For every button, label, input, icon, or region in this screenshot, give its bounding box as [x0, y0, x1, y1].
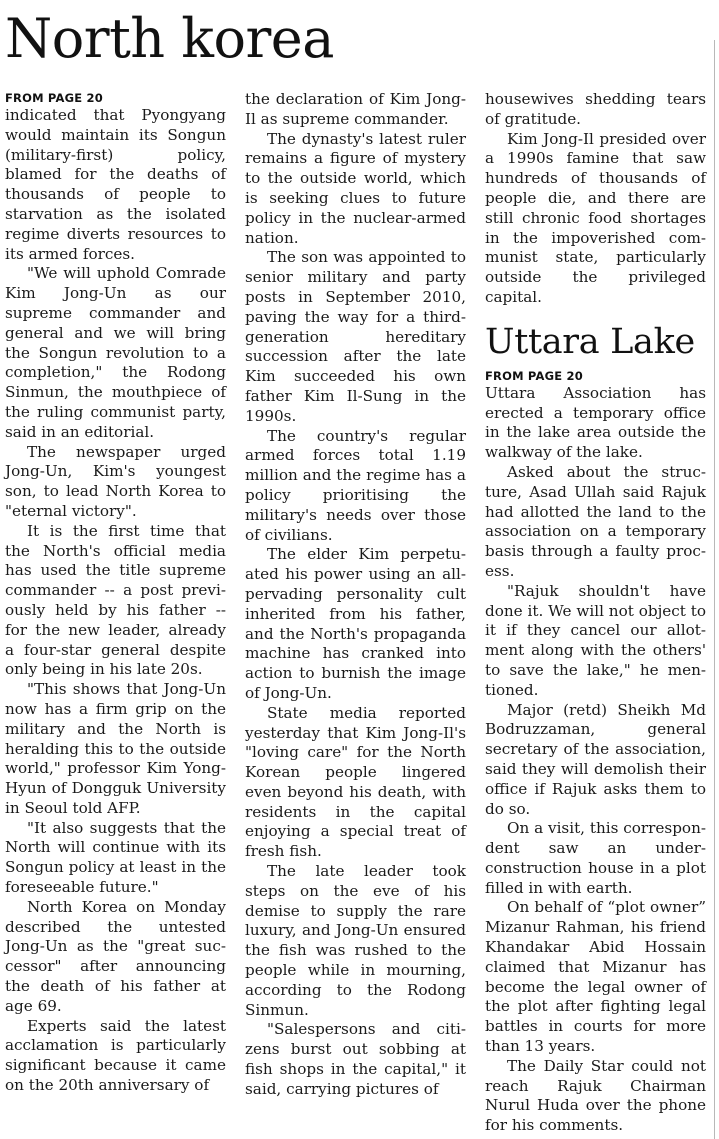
article-paragraph: The dynasty's latest ruler remains a figure of mystery to the outside world, which is seeking clues to future policy in the nuclear-armed nation.	[245, 129, 466, 247]
article-paragraph: North Korea on Monday described the untested Jong-Un as the "great successor" after announcing the death of his father at age 69.	[5, 897, 226, 1015]
article-paragraph: "We will uphold Comrade Kim Jong-Un as our supreme commander and general and we will bring the Songun revolution to a completion," the Rodong Sinmun, the mouthpiece of the ruling communist party, said in an editorial.	[5, 264, 226, 441]
article-paragraph: "This shows that Jong-Un now has a firm grip on the military and the North is heralding this to the outside world," professor Kim Yong-Hyun of Dongguk University in Seoul told AFP.	[5, 680, 226, 817]
article-paragraph: The newspaper urged Jong-Un, Kim's youngest son, to lead North Korea to "eternal victory".	[5, 442, 226, 520]
column-3	[485, 90, 706, 1136]
article-paragraph: On behalf of “plot owner” Mizanur Rahman, his friend Khandakar Abid Hossain claimed that Mizanur has become the legal owner of the plot after fighting legal battles in courts for more than 13 years.	[485, 898, 706, 1056]
article-paragraph: The Daily Star could not reach Rajuk Chairman Nurul Huda over the phone for his comments.	[485, 1056, 706, 1135]
headline-north-korea: North korea	[5, 7, 334, 70]
article-paragraph: indicated that Pyongyang would maintain its Songun (military-first) policy, blamed for the deaths of thousands of people to starvation as the isolated regime diverts resources to its armed forces.	[5, 106, 226, 263]
article-paragraph: Experts said the latest acclamation is particularly significant because it came on the 20th anniversary of	[5, 1016, 226, 1095]
article-paragraph: Asked about the structure, Asad Ullah said Rajuk had allotted the land to the association on a temporary basis through a faulty process.	[485, 462, 706, 580]
kicker-from-page: FROM PAGE 20	[5, 91, 103, 105]
article-paragraph: Uttara Association has erected a temporary office in the lake area outside the walkway of the lake.	[485, 383, 706, 462]
article-paragraph: The country's regular armed forces total 1.19 million and the regime has a policy prioritising the military's needs over those of civilians.	[245, 426, 466, 544]
article-paragraph: "Rajuk shouldn't have done it. We will not object to it if they cancel our allotment along with the others' to save the lake," he mentioned.	[485, 581, 706, 699]
column-rule	[714, 40, 715, 1139]
article-paragraph: The son was appointed to senior military and party posts in September 2010, paving the way for a third-generation hereditary succession after the late Kim succeeded his own father Kim Il-Sung in the 1990s.	[245, 248, 466, 425]
article-paragraph: "Salespersons and citizens burst out sobbing at fish shops in the capital," it said, carrying pictures of	[245, 1020, 466, 1098]
article-paragraph: On a visit, this correspondent saw an under-construction house in a plot filled in with earth.	[485, 819, 706, 897]
article-paragraph: Major (retd) Sheikh Md Bodruzzaman, general secretary of the association, said they will demolish their office if Rajuk asks them to do so.	[485, 700, 706, 818]
article-paragraph: "It also suggests that the North will continue with its Songun policy at least in the foreseeable future."	[5, 818, 226, 897]
article-paragraph: The late leader took steps on the eve of his demise to supply the rare luxury, and Jong-Un ensured the fish was rushed to the people while in mourning, according to the Rodong Sinmun.	[245, 862, 466, 1019]
article-paragraph: the declaration of Kim Jong-Il as supreme commander.	[245, 90, 466, 128]
article-paragraph: The elder Kim perpetuated his power using an all-pervading personality cult inherited from his father, and the North's propaganda machine has cranked into action to burnish the image of Jong-Un.	[245, 545, 466, 702]
article-paragraph: State media reported yesterday that Kim Jong-Il's "loving care" for the North Korean people lingered even beyond his death, with residents in the capital enjoying a special treat of fresh fish.	[245, 703, 466, 861]
article-paragraph: housewives shedding tears of gratitude.	[485, 90, 706, 128]
column-1	[5, 90, 226, 1096]
column-2	[245, 90, 466, 1100]
kicker-from-page: FROM PAGE 20	[485, 368, 583, 383]
article-paragraph: Kim Jong-Il presided over a 1990s famine that saw hundreds of thousands of people die, and there are still chronic food shortages in the impoverished communist state, particularly outside the privileged capital.	[485, 129, 706, 306]
headline-uttara-lake: Uttara Lake	[485, 321, 695, 362]
article-paragraph: It is the first time that the North's official media has used the title supreme commander -- a post previously held by his father -- for the new leader, already a four-star general despite only being in his late 20s.	[5, 521, 226, 679]
